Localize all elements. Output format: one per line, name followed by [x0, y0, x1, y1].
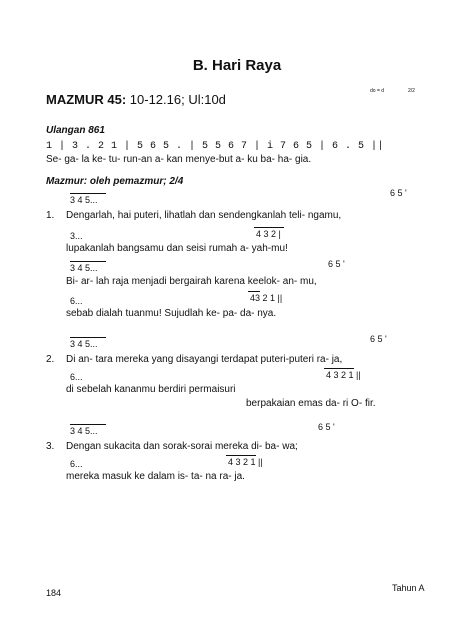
verse-number: 1.: [46, 210, 55, 221]
key-signature: do = d: [370, 88, 385, 94]
beam-line: [226, 455, 256, 456]
verse-notes: 3 4 5...: [70, 339, 98, 349]
beam-line: [70, 261, 106, 262]
psalm-label: MAZMUR 45:: [46, 92, 127, 107]
mazmur-label: Mazmur: oleh pemazmur; 2/4: [46, 176, 184, 187]
beam-line: [254, 227, 284, 228]
verse-notes: 3 4 5...: [70, 195, 98, 205]
verse-end-notes: 6 5 ': [390, 188, 407, 198]
verse-number: 2.: [46, 354, 55, 365]
verse-notes: 3 4 5...: [70, 426, 98, 436]
verse-end-notes: 4 3 2 1 ||: [228, 457, 263, 467]
beam-line: [324, 368, 354, 369]
page-title: B. Hari Raya: [192, 57, 282, 74]
ulangan-label: Ulangan 861: [46, 125, 105, 136]
verse-line: di sebelah kananmu berdiri permaisuri: [66, 384, 236, 395]
page-number: 184: [46, 588, 62, 598]
verse-end-notes: 6 5 ': [328, 259, 345, 269]
beam-line: [70, 424, 106, 425]
liturgical-year: Tahun A: [392, 583, 425, 593]
verse-line: lupakanlah bangsamu dan seisi rumah a- yah-mu!: [66, 243, 288, 254]
verse-number: 3.: [46, 441, 55, 452]
verse-notes: 6...: [70, 459, 83, 469]
verse-end-notes: 4 3 2 |: [256, 229, 281, 239]
ulangan-lyric: Se- ga- la ke- tu- run-an a- kan menye-but a- ku ba- ha- gia.: [46, 154, 312, 165]
ulangan-notes: 1 | 3 . 2 1 | 5 6 5 . | 5 5 6 7 | i 7 6 5 | 6 . 5 ||: [46, 141, 385, 152]
verse-line: Bi- ar- lah raja menjadi bergairah karena keelok- an- mu,: [66, 276, 317, 287]
beam-line: [70, 193, 106, 194]
psalm-reference: [46, 92, 226, 107]
verse-line: sebab dialah tuanmu! Sujudlah ke- pa- da- nya.: [66, 308, 277, 319]
verse-line: berpakaian emas da- ri O- fir.: [246, 398, 376, 409]
verse-line: Dengarlah, hai puteri, lihatlah dan sendengkanlah teli- ngamu,: [66, 210, 342, 221]
beam-line: [248, 291, 260, 292]
verse-end-notes: 6 5 ': [370, 334, 387, 344]
psalm-verses: 10-12.16; Ul:10d: [126, 92, 226, 107]
verse-end-notes: 43 2 1 ||: [250, 293, 283, 303]
verse-line: mereka masuk ke dalam is- ta- na ra- ja.: [66, 471, 245, 482]
verse-notes: 6...: [70, 372, 83, 382]
beam-line: [70, 337, 106, 338]
verse-notes: 6...: [70, 296, 83, 306]
verse-line: Dengan sukacita dan sorak-sorai mereka di- ba- wa;: [66, 441, 298, 452]
verse-end-notes: 4 3 2 1 ||: [326, 370, 361, 380]
verse-end-notes: 6 5 ': [318, 422, 335, 432]
verse-notes: 3 4 5...: [70, 263, 98, 273]
verse-line: Di an- tara mereka yang disayangi terdapat puteri-puteri ra- ja,: [66, 354, 343, 365]
verse-notes: 3...: [70, 231, 83, 241]
time-signature: 2/2: [408, 88, 415, 94]
